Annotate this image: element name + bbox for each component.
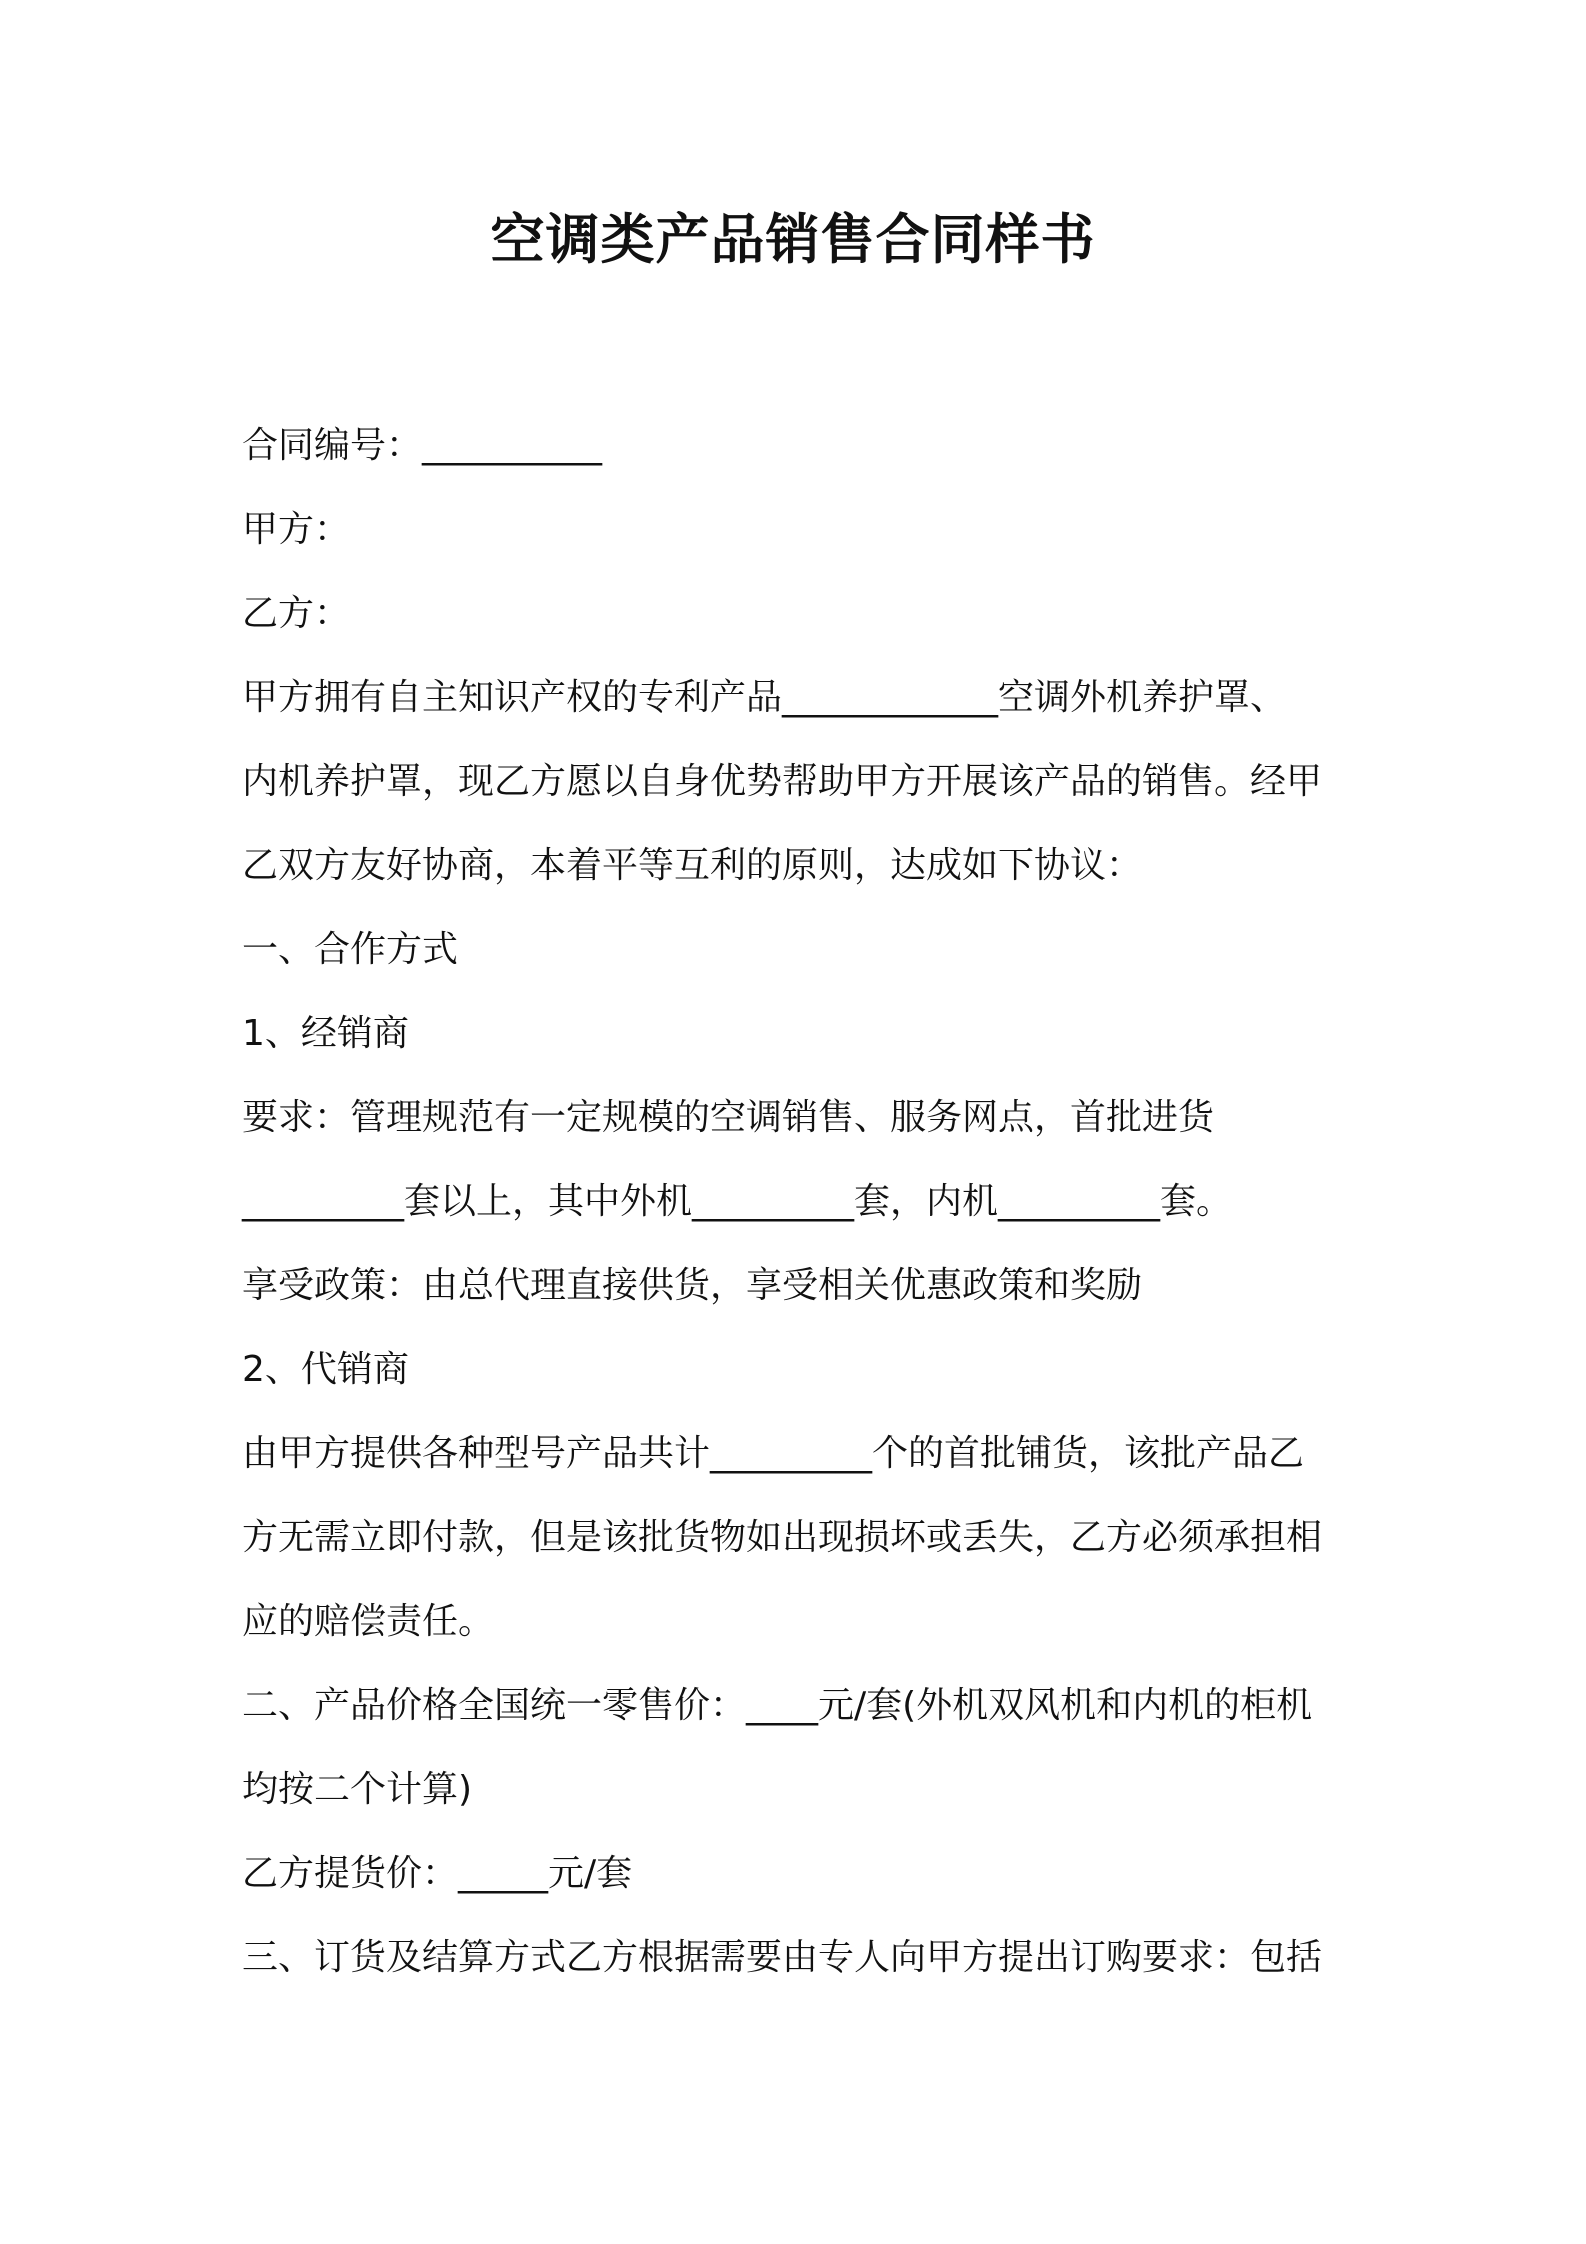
paragraph-line: 方无需立即付款，但是该批货物如出现损坏或丢失，乙方必须承担相 — [242, 1517, 1323, 1558]
paragraph-line: 内机养护罩，现乙方愿以自身优势帮助甲方开展该产品的销售。经甲 — [242, 761, 1323, 802]
section-heading: 二、产品价格全国统一零售价：____元/套(外机双风机和内机的柜机 — [242, 1685, 1313, 1726]
subsection-heading: 2、代销商 — [242, 1349, 409, 1390]
contract-number-line: 合同编号：__________ — [242, 425, 603, 466]
paragraph-line: 应的赔偿责任。 — [242, 1601, 495, 1642]
document-title: 空调类产品销售合同样书 — [490, 208, 1096, 271]
subsection-heading: 1、经销商 — [242, 1013, 409, 1054]
party-b-line: 乙方： — [242, 593, 351, 634]
paragraph-line: 由甲方提供各种型号产品共计_________个的首批铺货，该批产品乙 — [242, 1433, 1305, 1474]
document-body — [242, 404, 1362, 2000]
section-heading: 一、合作方式 — [242, 929, 459, 970]
section-heading: 三、订货及结算方式乙方根据需要由专人向甲方提出订购要求：包括 — [242, 1937, 1323, 1978]
party-a-line: 甲方： — [242, 509, 351, 550]
paragraph-line: _________套以上，其中外机_________套，内机_________套。 — [242, 1181, 1233, 1222]
paragraph-line: 均按二个计算) — [242, 1769, 473, 1810]
paragraph-line: 享受政策：由总代理直接供货，享受相关优惠政策和奖励 — [242, 1265, 1143, 1306]
paragraph-line: 要求：管理规范有一定规模的空调销售、服务网点，首批进货 — [242, 1097, 1215, 1138]
paragraph-line: 乙双方友好协商，本着平等互利的原则，达成如下协议： — [242, 845, 1143, 886]
paragraph-line: 乙方提货价：_____元/套 — [242, 1853, 633, 1894]
paragraph-line: 甲方拥有自主知识产权的专利产品____________空调外机养护罩、 — [242, 677, 1287, 718]
